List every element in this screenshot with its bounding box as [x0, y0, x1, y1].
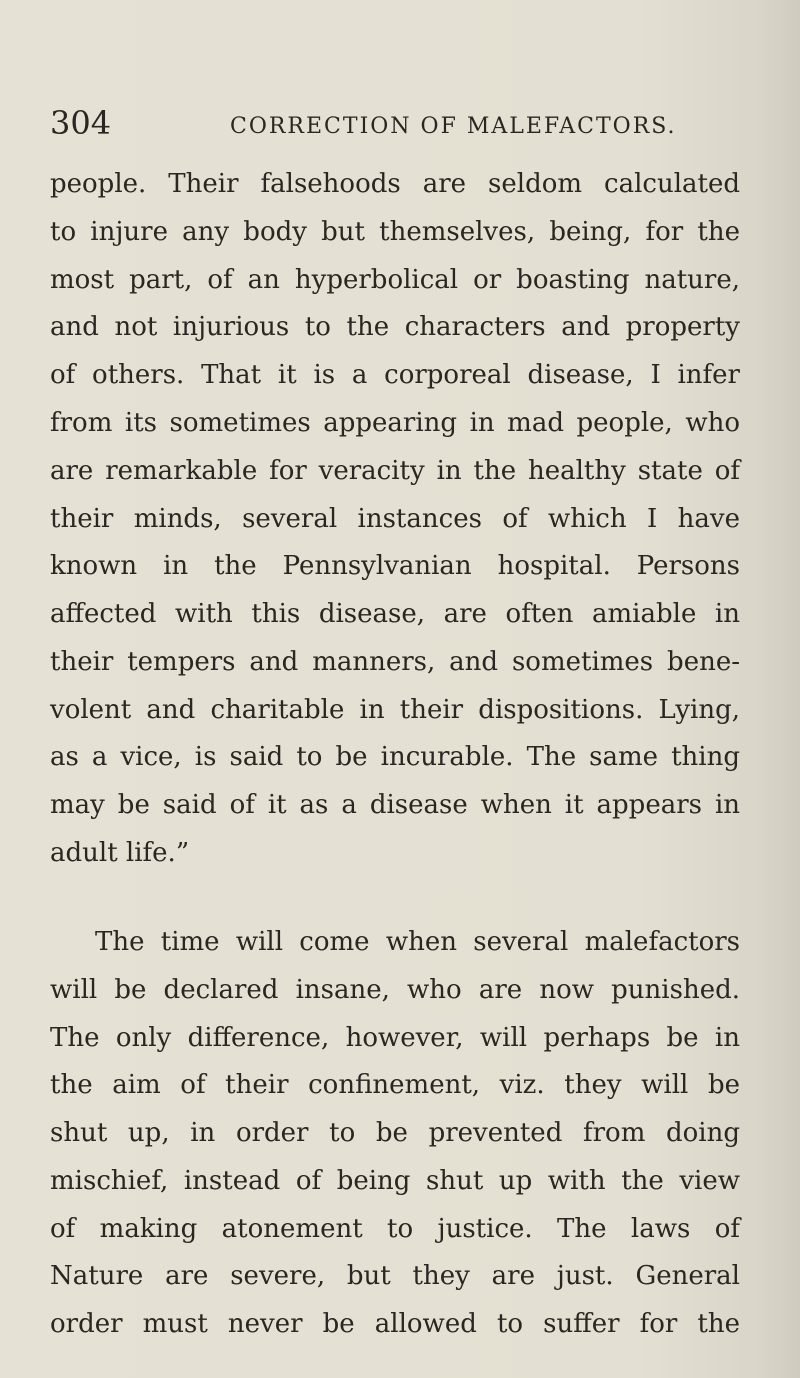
text-line: affected with this disease, are often amiable in	[50, 599, 740, 629]
text-line: shut up, in order to be prevented from doing	[50, 1118, 740, 1148]
text-line: may be said of it as a disease when it appears in	[50, 790, 740, 820]
text-line: adult life.”	[50, 838, 190, 868]
running-head: CORRECTION OF MALEFACTORS.	[230, 114, 677, 139]
text-line: people. Their falsehoods are seldom calculated	[50, 169, 740, 199]
text-line: to injure any body but themselves, being, for the	[50, 217, 740, 247]
text-line: of others. That it is a corporeal disease, I infer	[50, 360, 740, 390]
text-line: Nature are severe, but they are just. General	[50, 1261, 740, 1291]
text-line: from its sometimes appearing in mad people, who	[50, 408, 740, 438]
text-line: most part, of an hyperbolical or boasting nature,	[50, 265, 740, 295]
text-line: as a vice, is said to be incurable. The same thing	[50, 742, 740, 772]
text-line: The time will come when several malefactors	[95, 927, 740, 957]
page-header	[0, 0, 800, 150]
text-line: order must never be allowed to suffer for the	[50, 1309, 740, 1339]
text-line: the aim of their confinement, viz. they will be	[50, 1070, 740, 1100]
text-line: are remarkable for veracity in the healthy state of	[50, 456, 740, 486]
text-line: their minds, several instances of which I have	[50, 504, 740, 534]
text-line: known in the Pennsylvanian hospital. Persons	[50, 551, 740, 581]
text-line: mischief, instead of being shut up with the view	[50, 1166, 740, 1196]
text-line: volent and charitable in their dispositions. Lying,	[50, 695, 740, 725]
text-line: their tempers and manners, and sometimes bene-	[50, 647, 740, 677]
text-line: and not injurious to the characters and property	[50, 312, 740, 342]
text-line: will be declared insane, who are now punished.	[50, 975, 740, 1005]
text-line: of making atonement to justice. The laws of	[50, 1214, 740, 1244]
text-line: The only difference, however, will perhaps be in	[50, 1023, 740, 1053]
page-number: 304	[50, 104, 112, 142]
